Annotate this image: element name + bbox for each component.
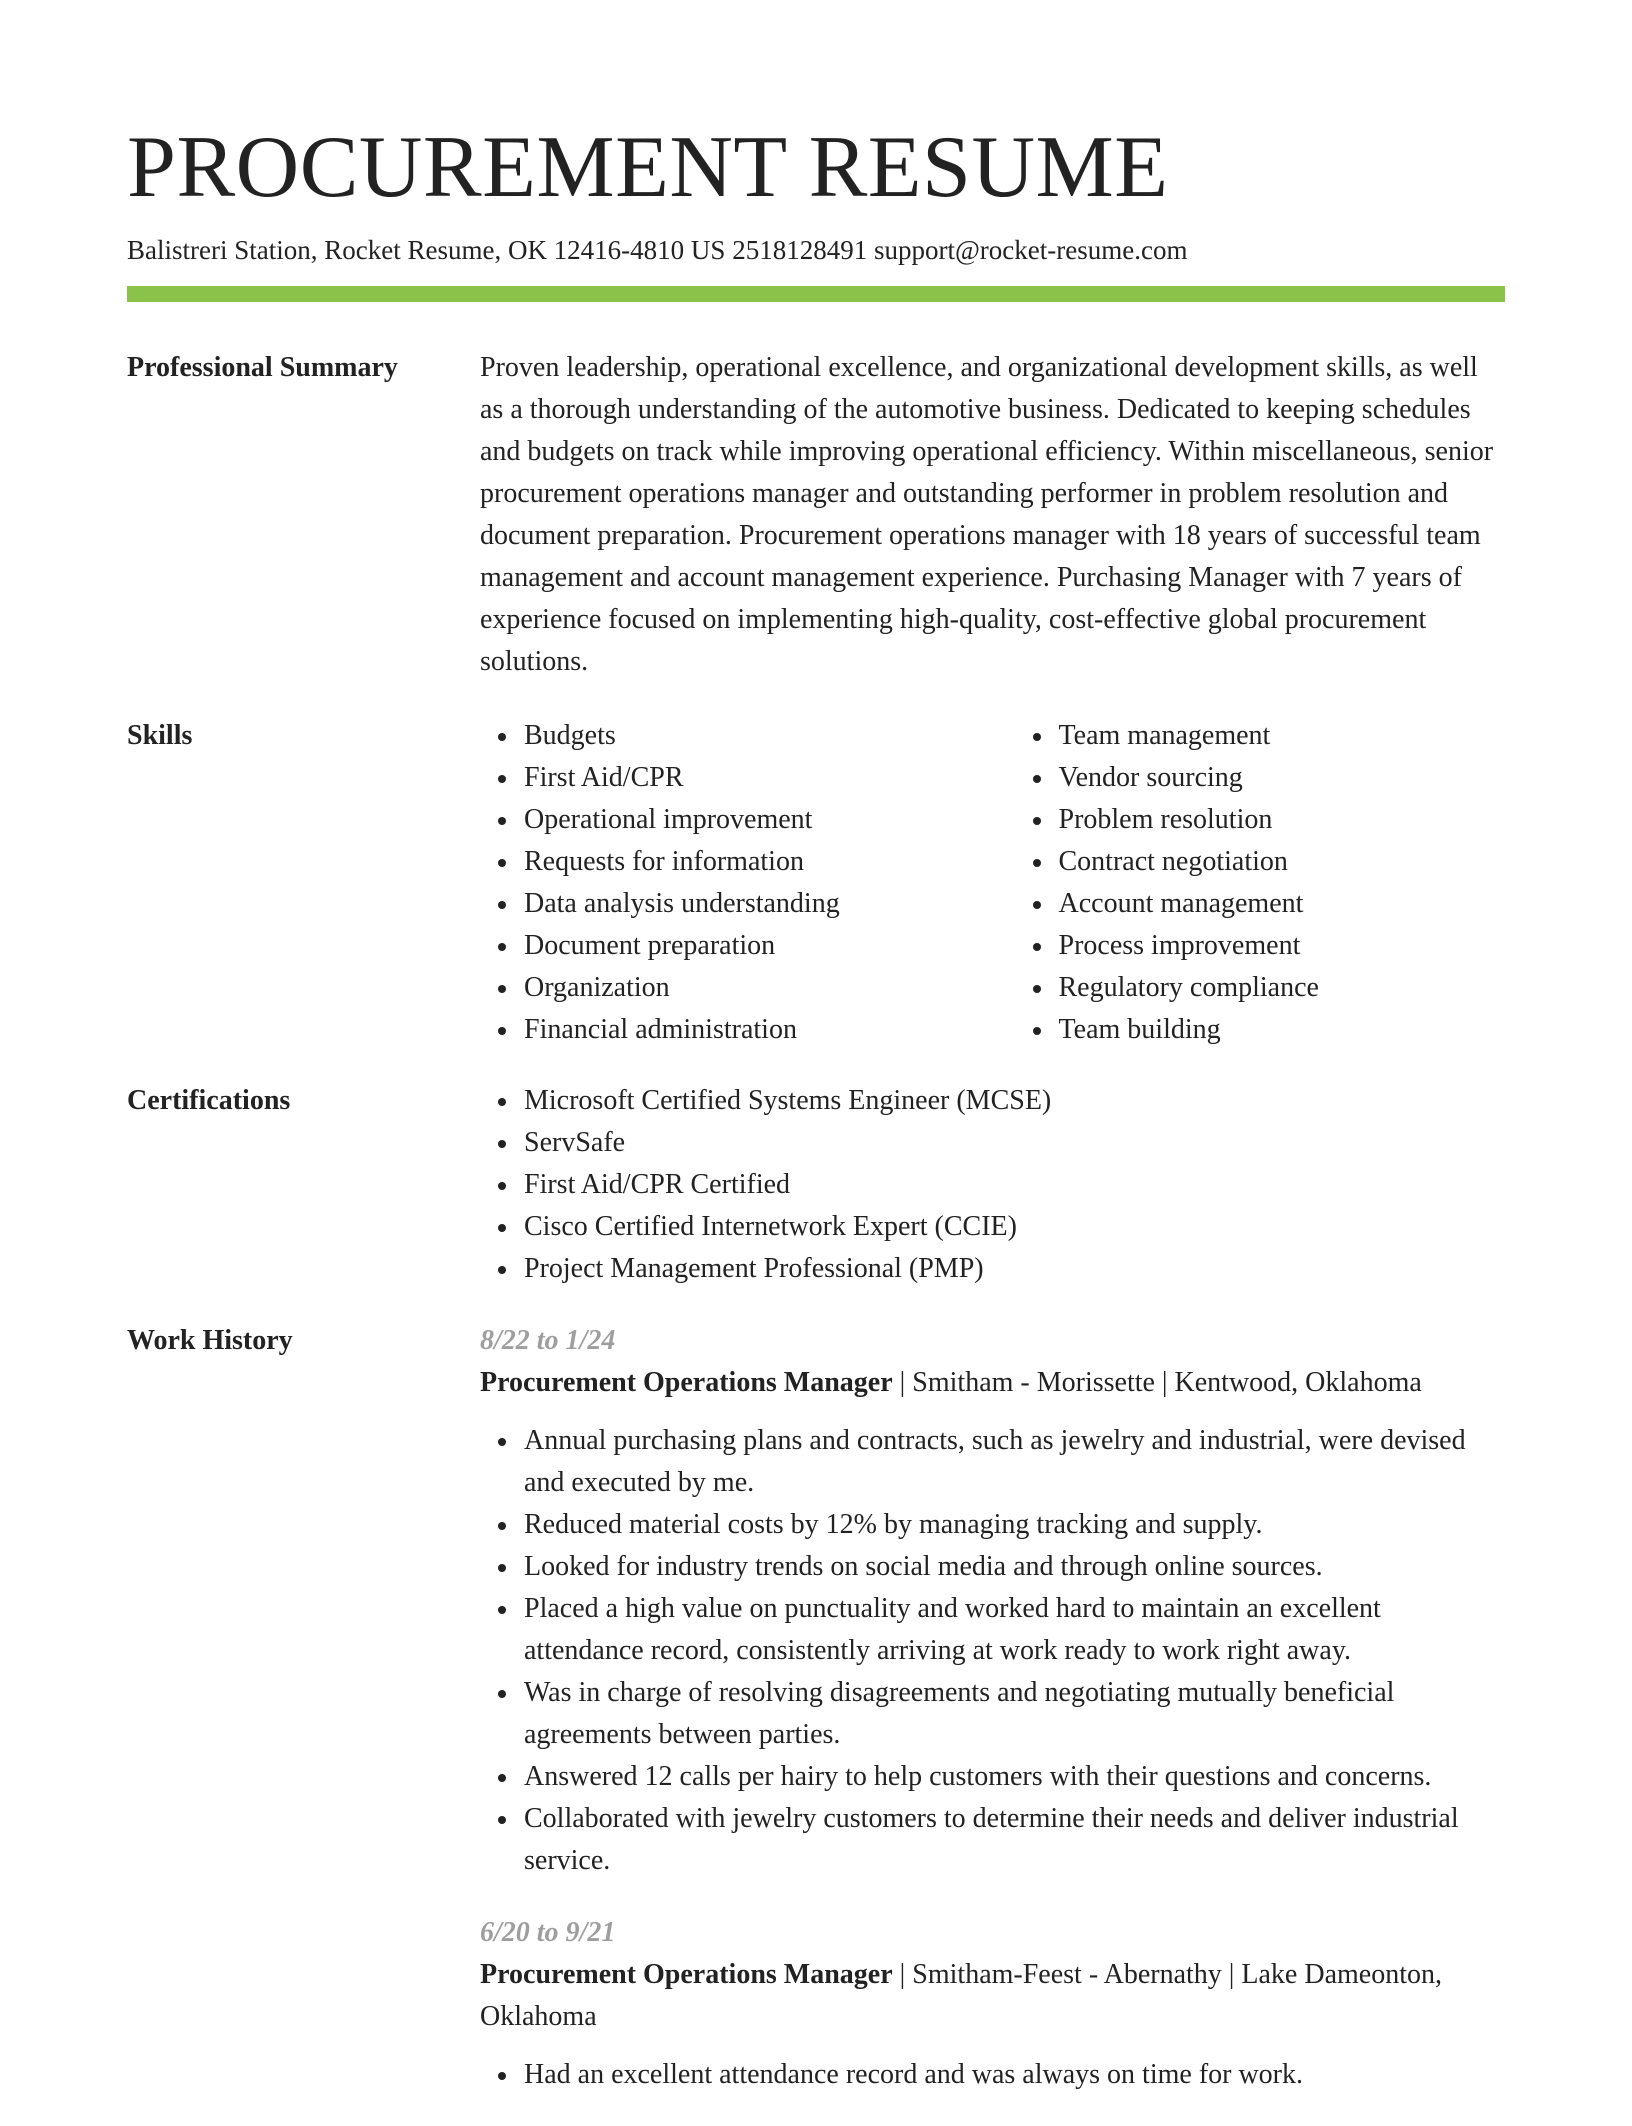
list-item: Problem resolution <box>1059 799 1506 841</box>
list-item: Annual purchasing plans and contracts, such as jewelry and industrial, were devised and executed by me. <box>524 1420 1505 1504</box>
list-item: Had an excellent attendance record and was always on time for work. <box>524 2054 1505 2096</box>
list-item: Organization <box>524 967 971 1009</box>
list-item: Document preparation <box>524 925 971 967</box>
list-item: Requests for information <box>524 841 971 883</box>
job-details: | Smitham - Morissette | Kentwood, Oklahoma <box>892 1367 1422 1398</box>
list-item: Collaborated with jewelry customers to determine their needs and deliver industrial service. <box>524 1798 1505 1882</box>
list-item: First Aid/CPR <box>524 757 971 799</box>
skills-list-left <box>480 715 971 1051</box>
job-role: Procurement Operations Manager <box>480 1959 893 1990</box>
summary-body <box>480 347 1505 683</box>
skills-columns <box>480 715 1505 1051</box>
job-entry <box>480 1320 1505 1882</box>
list-item: Microsoft Certified Systems Engineer (MCSE) <box>524 1080 1505 1122</box>
list-item: Data analysis understanding <box>524 883 971 925</box>
list-item: Placed a high value on punctuality and worked hard to maintain an excellent attendance record, consistently arriving at work ready to work right away. <box>524 1588 1505 1672</box>
header-divider <box>127 286 1505 302</box>
job-bullets <box>480 2054 1505 2096</box>
job-heading <box>480 1954 1505 2038</box>
work-history-body <box>480 1320 1505 2126</box>
list-item: Budgets <box>524 715 971 757</box>
list-item: Contract negotiation <box>1059 841 1506 883</box>
contact-line: Balistreri Station, Rocket Resume, OK 12416-4810 US 2518128491 support@rocket-resume.com <box>127 235 1188 265</box>
job-dates: 6/20 to 9/21 <box>480 1917 616 1948</box>
section-label-work-history: Work History <box>127 1325 293 1356</box>
list-item: Project Management Professional (PMP) <box>524 1248 1505 1290</box>
list-item: Process improvement <box>1059 925 1506 967</box>
list-item: Cisco Certified Internetwork Expert (CCIE) <box>524 1206 1505 1248</box>
certifications-body <box>480 1080 1505 1290</box>
job-role: Procurement Operations Manager <box>480 1367 893 1398</box>
list-item: ServSafe <box>524 1122 1505 1164</box>
certifications-list <box>480 1080 1505 1290</box>
section-label-certifications: Certifications <box>127 1085 291 1116</box>
resume-title: PROCUREMENT RESUME <box>127 119 1169 216</box>
summary-text: Proven leadership, operational excellence, and organizational development skills, as well as a thorough understanding of the automotive business. Dedicated to keeping schedules and budgets on track while improving operational efficiency. Within miscellaneous, senior procurement operations manager and outstanding performer in problem resolution and document preparation. Procurement operations manager with 18 years of successful team management and account management experience. Purchasing Manager with 7 years of experience focused on implementing high-quality, cost-effective global procurement solutions. <box>480 352 1494 677</box>
list-item: Answered 12 calls per hairy to help customers with their questions and concerns. <box>524 1756 1505 1798</box>
list-item: First Aid/CPR Certified <box>524 1164 1505 1206</box>
list-item: Reduced material costs by 12% by managing tracking and supply. <box>524 1504 1505 1546</box>
list-item: Operational improvement <box>524 799 971 841</box>
list-item: Team management <box>1059 715 1506 757</box>
job-entry <box>480 1912 1505 2096</box>
job-bullets <box>480 1420 1505 1882</box>
section-label-skills: Skills <box>127 720 193 751</box>
list-item: Team building <box>1059 1009 1506 1051</box>
job-heading <box>480 1362 1505 1404</box>
skills-body <box>480 715 1505 1051</box>
list-item: Financial administration <box>524 1009 971 1051</box>
list-item: Account management <box>1059 883 1506 925</box>
list-item: Regulatory compliance <box>1059 967 1506 1009</box>
list-item: Vendor sourcing <box>1059 757 1506 799</box>
list-item: Looked for industry trends on social media and through online sources. <box>524 1546 1505 1588</box>
list-item: Was in charge of resolving disagreements and negotiating mutually beneficial agreements between parties. <box>524 1672 1505 1756</box>
section-label-summary: Professional Summary <box>127 352 398 383</box>
skills-list-right <box>1015 715 1506 1051</box>
job-dates: 8/22 to 1/24 <box>480 1325 616 1356</box>
job-details: | Smitham-Feest - Abernathy | Lake Dameonton, Oklahoma <box>480 1959 1442 2032</box>
